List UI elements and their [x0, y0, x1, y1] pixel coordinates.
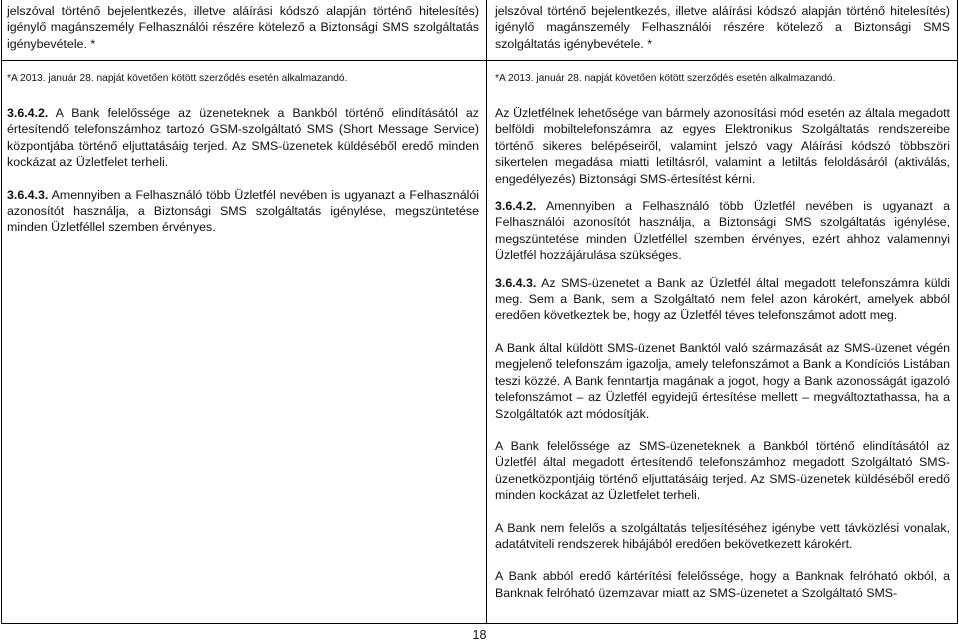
paragraph-text: A Bank felelőssége az üzeneteknek a Bankból történő elindításától az értesítendő telefonszámhoz tartozó GSM-szolgáltató SMS (Short Message Service) központjába történő eljuttatásáig terjed. Az SMS-üzenetek küldéséből eredő minden kockázat az Üzletfelet terheli. — [7, 106, 479, 170]
paragraph-text: Amennyiben a Felhasználó több Üzletfél nevében is ugyanazt a Felhasználói azonosítót használja, a Biztonsági SMS szolgáltatás igénylése, megszüntetése minden Üzletféllel szemben érvényes, ezért ahhoz valamennyi Üzletfél hozzájárulása szükséges. — [495, 199, 950, 263]
left-top-cell: jelszóval történő bejelentkezés, illetve aláírási kódszó alapján történő hitelesítés) igénylő magánszemély Felhasználói részére kötelező a Biztonsági SMS szolgáltatás igénybevétele. * — [7, 4, 479, 51]
right-footnote: *A 2013. január 28. napját követően kötött szerződés esetén alkalmazandó. — [495, 73, 836, 84]
paragraph-text: A Bank abból eredő kártérítési felelőssége, hogy a Banknak felróható okból, a Banknak felróható üzemzavar miatt az SMS-üzenetet a Szolgáltató SMS- — [495, 569, 950, 600]
column-divider — [486, 0, 487, 624]
paragraph — [495, 105, 950, 187]
paragraph — [495, 275, 950, 324]
paragraph — [7, 105, 479, 171]
row-divider — [1, 60, 958, 61]
paragraph-text: Amennyiben a Felhasználó több Üzletfél nevében is ugyanazt a Felhasználói azonosítót használja, a Biztonsági SMS szolgáltatás igénylése, megszüntetése minden Üzletféllel szemben érvényes. — [7, 187, 479, 235]
paragraph — [495, 520, 950, 553]
paragraph-number: 3.6.4.2. — [495, 199, 537, 214]
left-footnote: *A 2013. január 28. napját követően kötött szerződés esetén alkalmazandó. — [7, 73, 348, 84]
left-body — [7, 105, 479, 236]
paragraph — [495, 340, 950, 422]
right-body — [495, 105, 950, 601]
paragraph — [495, 198, 950, 264]
paragraph-number: 3.6.4.3. — [7, 187, 49, 202]
paragraph-text: A Bank nem felelős a szolgáltatás teljesítéséhez igénybe vett távközlési vonalak, adatátviteli rendszerek hibájából eredően bekövetkezett károkért. — [495, 520, 950, 551]
paragraph-number: 3.6.4.2. — [7, 106, 49, 120]
paragraph-text: A Bank által küldött SMS-üzenet Banktól való származását az SMS-üzenet végén megjelenő telefonszám igazolja, amely telefonszámot a Bank a Kondíciós Listában teszi közzé. A Bank fenntartja magának a jogot, hogy a Bank azonosságát igazoló telefonszámot – az Üzletfél egyidejű értesítése mellett – megváltoztathassa, ha a Szolgáltatók azt módosítják. — [495, 340, 950, 421]
paragraph-text: A Bank felelőssége az SMS-üzeneteknek a Bankból történő elindításától az Üzletfél által megadott értesítendő telefonszámhoz megadott Szolgáltató SMS-üzenetközpontjáig történő eljuttatásáig terjed. Az SMS-üzenetek küldéséből eredő minden kockázat az Üzletfelet terheli. — [495, 438, 950, 503]
page-number: 18 — [472, 628, 487, 642]
right-top-cell: jelszóval történő bejelentkezés, illetve aláírási kódszó alapján történő hitelesítés) igénylő magánszemély Felhasználói részére kötelező a Biztonsági SMS szolgáltatás igénybevétele. * — [495, 4, 950, 51]
paragraph — [495, 438, 950, 504]
paragraph-number: 3.6.4.3. — [495, 275, 537, 290]
paragraph-text: Az Üzletfélnek lehetősége van bármely azonosítási mód esetén az általa megadott belföldi mobiltelefonszámra az egyes Elektronikus Szolgáltatás rendszereibe történő sikeres belépéseiről, valamint jelszó vagy Aláírási kódszó többszöri sikertelen megadása miatti letiltásról, valamint a letiltás feloldásáról (aktiválás, engedélyezés) Biztonsági SMS-értesítést kérni. — [495, 106, 950, 186]
paragraph — [495, 568, 950, 601]
paragraph — [7, 187, 479, 236]
paragraph-text: Az SMS-üzenetet a Bank az Üzletfél által megadott telefonszámra küldi meg. Sem a Bank, sem a Szolgáltató nem felel azon károkért, amelyek abból eredően következtek be, hogy az Üzletfél téves telefonszámot adott meg. — [495, 275, 950, 323]
